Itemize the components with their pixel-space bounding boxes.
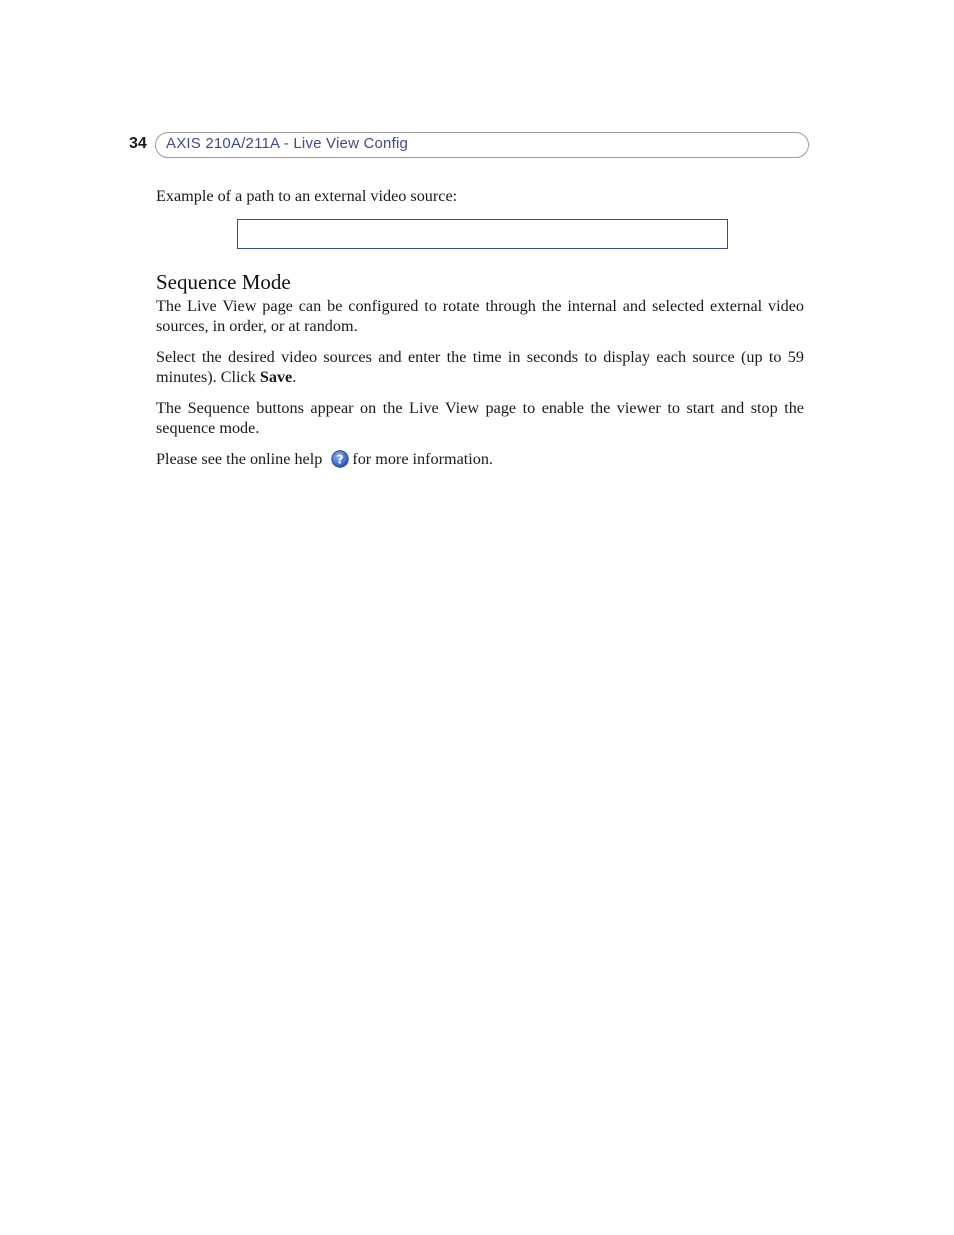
paragraph-4-start: Please see the online help <box>156 450 323 468</box>
save-term: Save <box>259 368 293 386</box>
help-icon <box>331 450 349 468</box>
page-number: 34 <box>129 135 147 152</box>
content <box>156 186 804 480</box>
header-title: AXIS 210A/211A - Live View Config <box>166 135 409 152</box>
paragraph-2-end: . <box>292 368 297 386</box>
paragraph-2 <box>156 347 804 387</box>
section-title: Sequence Mode <box>156 270 291 294</box>
paragraph-3: The Sequence buttons appear on the Live View page to enable the viewer to start and stop the sequence mode. <box>156 399 804 437</box>
intro-text: Example of a path to an external video source: <box>156 187 458 205</box>
paragraph-4-end: for more information. <box>352 450 494 468</box>
paragraph-1: The Live View page can be configured to rotate through the internal and selected external video sources, in order, or at random. <box>156 297 804 335</box>
paragraph-4 <box>156 449 804 469</box>
path-example-box <box>237 219 728 249</box>
paragraph-2-start: Select the desired video sources and enter the time in seconds to display each source (up to 59 minutes). Click <box>156 348 804 386</box>
svg-text:?: ? <box>336 451 344 467</box>
header-bar <box>155 132 809 158</box>
